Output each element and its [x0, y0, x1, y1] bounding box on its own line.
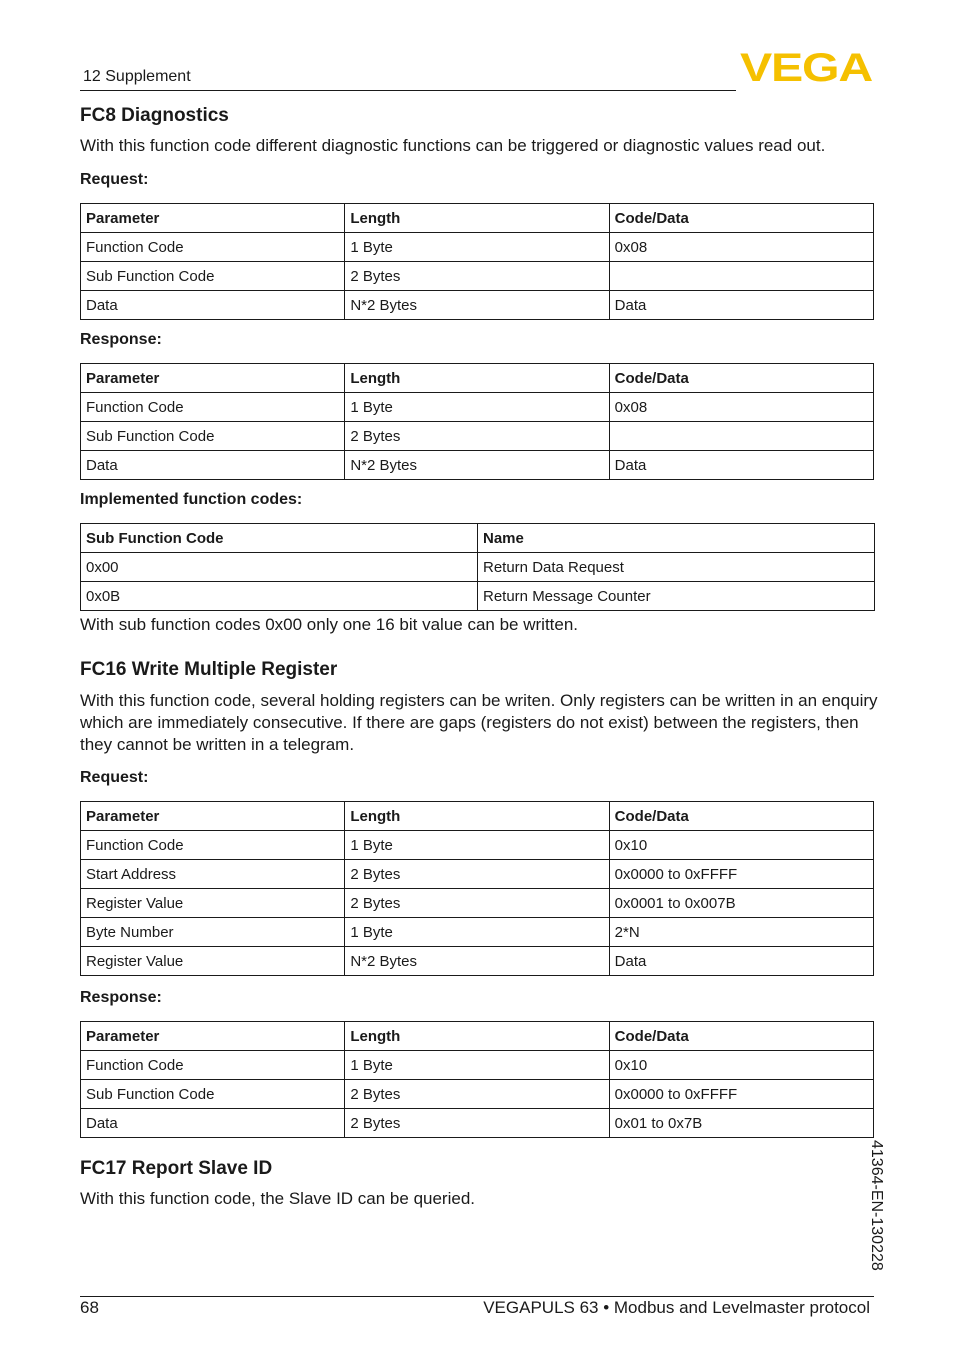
- document-title: VEGAPULS 63 • Modbus and Levelmaster protocol: [483, 1298, 870, 1317]
- table-row: [81, 918, 874, 947]
- table-cell: 1 Byte: [345, 918, 609, 947]
- table-cell: Register Value: [81, 947, 345, 976]
- table-cell: Function Code: [81, 233, 345, 262]
- table-cell: Sub Function Code: [81, 422, 345, 451]
- header-divider: [80, 90, 736, 91]
- table-row: [81, 1080, 874, 1109]
- table-cell: N*2 Bytes: [345, 947, 609, 976]
- vega-logo: [740, 50, 874, 84]
- column-header: Parameter: [81, 1022, 345, 1051]
- table-cell: 0x10: [609, 831, 873, 860]
- table-cell: Data: [609, 947, 873, 976]
- table-header-row: [81, 364, 874, 393]
- table-cell: 1 Byte: [345, 1051, 609, 1080]
- fc8-note: With sub function codes 0x00 only one 16 bit value can be written.: [80, 615, 579, 634]
- table-cell: N*2 Bytes: [345, 291, 609, 320]
- fc8-intro: With this function code different diagnostic functions can be triggered or diagnostic values read out.: [80, 136, 826, 155]
- column-header: Parameter: [81, 364, 345, 393]
- table-cell: 1 Byte: [345, 233, 609, 262]
- table-cell: 0x08: [609, 393, 873, 422]
- table-cell: Data: [81, 451, 345, 480]
- document-code-text: 41364-EN-130228: [868, 1140, 885, 1271]
- section-label: 12 Supplement: [83, 68, 191, 85]
- table-cell: 0x0B: [81, 582, 478, 611]
- column-header: Code/Data: [609, 364, 873, 393]
- table-cell: 0x0001 to 0x007B: [609, 889, 873, 918]
- table-row: [81, 291, 874, 320]
- table-row: [81, 393, 874, 422]
- fc16-response-label: Response:: [80, 989, 162, 1006]
- fc8-response-label: Response:: [80, 331, 162, 348]
- fc8-response-table: [80, 363, 874, 480]
- table-cell: 2 Bytes: [345, 422, 609, 451]
- table-cell: 0x01 to 0x7B: [609, 1109, 873, 1138]
- table-row: [81, 1051, 874, 1080]
- table-header-row: [81, 1022, 874, 1051]
- table-row: [81, 422, 874, 451]
- table-cell: [609, 262, 873, 291]
- table-cell: 2 Bytes: [345, 1109, 609, 1138]
- table-cell: 2 Bytes: [345, 889, 609, 918]
- table-cell: N*2 Bytes: [345, 451, 609, 480]
- table-row: [81, 262, 874, 291]
- column-header: Length: [345, 1022, 609, 1051]
- table-cell: Sub Function Code: [81, 262, 345, 291]
- document-code: [868, 1140, 908, 1290]
- logo-text: VEGA: [740, 50, 873, 84]
- fc16-request-label: Request:: [80, 769, 149, 786]
- table-cell: 0x0000 to 0xFFFF: [609, 1080, 873, 1109]
- column-header: Name: [478, 524, 875, 553]
- table-cell: 2 Bytes: [345, 262, 609, 291]
- footer-divider: [80, 1296, 874, 1297]
- fc8-title: FC8 Diagnostics: [80, 105, 229, 126]
- fc8-request-label: Request:: [80, 171, 149, 188]
- table-cell: Register Value: [81, 889, 345, 918]
- column-header: Code/Data: [609, 204, 873, 233]
- table-cell: Function Code: [81, 1051, 345, 1080]
- table-header-row: [81, 802, 874, 831]
- table-cell: 2 Bytes: [345, 1080, 609, 1109]
- fc17-title: FC17 Report Slave ID: [80, 1158, 273, 1179]
- column-header: Parameter: [81, 204, 345, 233]
- fc8-request-table: [80, 203, 874, 320]
- table-cell: Data: [609, 451, 873, 480]
- table-header-row: [81, 524, 875, 553]
- fc8-implemented-label: Implemented function codes:: [80, 491, 303, 508]
- table-row: [81, 889, 874, 918]
- table-cell: Data: [81, 291, 345, 320]
- table-cell: Function Code: [81, 393, 345, 422]
- table-cell: 1 Byte: [345, 393, 609, 422]
- fc16-intro: With this function code, several holding registers can be writen. Only registers can be written in an enquiry which are immediately consecutive. If there are gaps (registers do not exist) between the registers, then they cannot be written in a telegram.: [80, 691, 878, 754]
- table-cell: Return Data Request: [478, 553, 875, 582]
- table-row: [81, 860, 874, 889]
- column-header: Length: [345, 802, 609, 831]
- table-row: [81, 451, 874, 480]
- table-cell: Byte Number: [81, 918, 345, 947]
- table-row: [81, 831, 874, 860]
- table-cell: Return Message Counter: [478, 582, 875, 611]
- table-cell: Function Code: [81, 831, 345, 860]
- table-cell: 0x0000 to 0xFFFF: [609, 860, 873, 889]
- column-header: Length: [345, 364, 609, 393]
- table-row: [81, 233, 874, 262]
- table-cell: 2*N: [609, 918, 873, 947]
- table-cell: Data: [81, 1109, 345, 1138]
- column-header: Parameter: [81, 802, 345, 831]
- table-cell: Start Address: [81, 860, 345, 889]
- table-cell: 1 Byte: [345, 831, 609, 860]
- table-cell: [609, 422, 873, 451]
- table-row: [81, 582, 875, 611]
- table-cell: 2 Bytes: [345, 860, 609, 889]
- table-row: [81, 553, 875, 582]
- table-cell: Data: [609, 291, 873, 320]
- fc16-title: FC16 Write Multiple Register: [80, 659, 338, 680]
- table-cell: Sub Function Code: [81, 1080, 345, 1109]
- column-header: Code/Data: [609, 802, 873, 831]
- column-header: Code/Data: [609, 1022, 873, 1051]
- fc8-implemented-table: [80, 523, 875, 611]
- fc17-intro: With this function code, the Slave ID can be queried.: [80, 1189, 476, 1208]
- column-header: Sub Function Code: [81, 524, 478, 553]
- table-header-row: [81, 204, 874, 233]
- page-number: 68: [80, 1298, 99, 1317]
- table-cell: 0x00: [81, 553, 478, 582]
- table-row: [81, 1109, 874, 1138]
- table-cell: 0x08: [609, 233, 873, 262]
- table-row: [81, 947, 874, 976]
- table-cell: 0x10: [609, 1051, 873, 1080]
- fc16-response-table: [80, 1021, 874, 1138]
- column-header: Length: [345, 204, 609, 233]
- fc16-request-table: [80, 801, 874, 976]
